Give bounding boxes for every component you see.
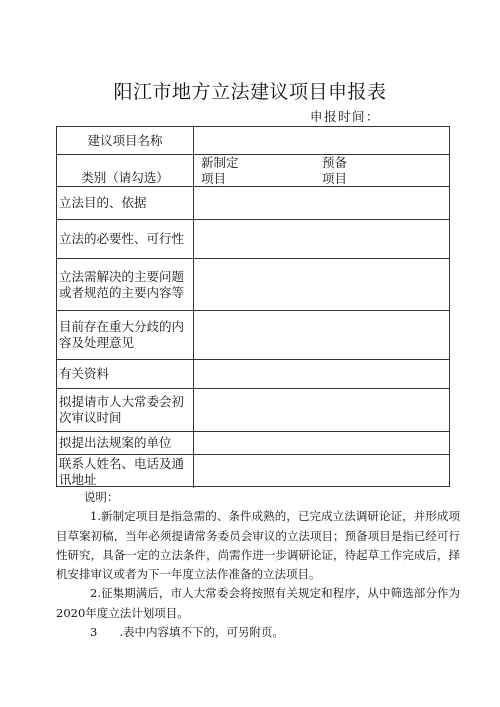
option-new-project[interactable]: 新制定项目 — [201, 155, 239, 185]
field-project-name[interactable] — [194, 127, 449, 154]
label-materials: 有关资料 — [57, 360, 194, 388]
note-item-2: 2.征集期满后，市人大常委会将按照有关规定和程序，从中筛选部分作为2020年度立法计划项目。 — [56, 586, 460, 620]
row-problems — [57, 259, 449, 311]
submission-date-label: 申报时间： — [310, 109, 381, 124]
label-review-time: 拟提请市人大常委会初次审议时间 — [57, 389, 194, 431]
row-contact — [57, 455, 449, 488]
field-review-time[interactable] — [194, 389, 449, 431]
field-materials[interactable] — [194, 360, 449, 388]
notes-heading: 说明： — [84, 490, 119, 504]
notes-section — [56, 488, 460, 642]
label-problems: 立法需解决的主要问题或者规范的主要内容等 — [57, 259, 194, 310]
field-contact[interactable] — [194, 455, 449, 488]
field-problems[interactable] — [194, 259, 449, 310]
row-necessity — [57, 220, 449, 259]
label-drafting-unit: 拟提出法规案的单位 — [57, 432, 194, 454]
field-disputes[interactable] — [194, 311, 449, 359]
note-item-3-text: .表中内容填不下的，可另附页。 — [119, 625, 284, 640]
row-review-time — [57, 389, 449, 432]
row-project-name — [57, 127, 449, 155]
row-disputes — [57, 311, 449, 360]
row-materials — [57, 360, 449, 389]
field-drafting-unit[interactable] — [194, 432, 449, 454]
note-item-1: 1.新制定项目是指急需的、条件成熟的，已完成立法调研论证，并形成项目草案初稿，当年必须提请常务委员会审议的立法项目；预备项目是指已经可行性研究，具备一定的立法条件，尚需作进一步调研论证，待起草工作完成后，择机安排审议或者为下一年度立法作准备的立法项目。 — [56, 509, 460, 582]
label-contact: 联系人姓名、电话及通讯地址 — [57, 455, 194, 488]
row-category — [57, 155, 449, 187]
row-drafting-unit — [57, 432, 449, 455]
label-category: 类别（请勾选） — [57, 155, 194, 186]
field-purpose[interactable] — [194, 187, 449, 219]
label-disputes: 目前存在重大分歧的内容及处理意见 — [57, 311, 194, 359]
label-necessity: 立法的必要性、可行性 — [57, 220, 194, 258]
note-item-3-number: 3 — [90, 625, 98, 640]
row-purpose — [57, 187, 449, 220]
application-form-table — [56, 126, 450, 487]
option-preparatory-project[interactable]: 预备项目 — [322, 155, 348, 185]
note-item-3 — [56, 623, 460, 642]
field-necessity[interactable] — [194, 220, 449, 258]
label-purpose: 立法目的、依据 — [57, 187, 194, 219]
label-project-name: 建议项目名称 — [57, 127, 194, 154]
form-title: 阳江市地方立法建议项目申报表 — [113, 81, 387, 103]
field-category — [194, 155, 449, 186]
